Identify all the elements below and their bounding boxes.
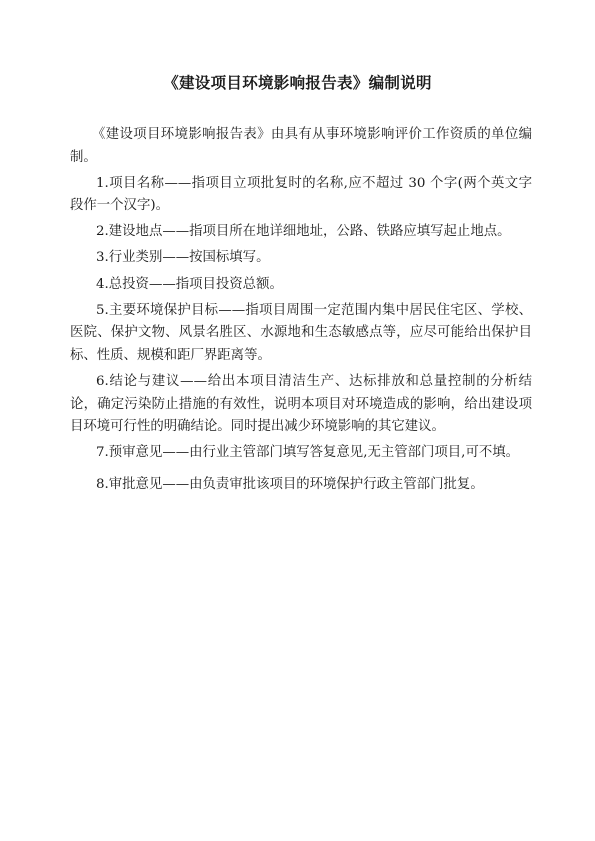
item-approval: 8.审批意见——由负责审批该项目的环境保护行政主管部门批复。 — [96, 476, 484, 492]
item-conclusions: 6.结论与建议——给出本项目清洁生产、达标排放和总量控制的分析结论，确定污染防止措施的有效性，说明本项目对环境造成的影响，给出建设项目环境可行性的明确结论。同时提出减少环境影响的其它建议。 — [70, 373, 532, 435]
item-project-name: 1.项目名称——指项目立项批复时的名称,应不超过 30 个字(两个英文字段作一个汉字)。 — [70, 175, 532, 214]
item-pre-review: 7.预审意见——由行业主管部门填写答复意见,无主管部门项目,可不填。 — [96, 445, 520, 461]
item-industry-category: 3.行业类别——按国标填写。 — [96, 250, 270, 266]
document-body — [70, 124, 532, 500]
document-title: 《建设项目环境影响报告表》编制说明 — [163, 74, 432, 92]
item-protection-targets: 5.主要环境保护目标——指项目周围一定范围内集中居民住宅区、学校、医院、保护文物、风景名胜区、水源地和生态敏感点等，应尽可能给出保护目标、性质、规模和距厂界距离等。 — [70, 302, 532, 363]
item-construction-site: 2.建设地点——指项目所在地详细地址，公路、铁路应填写起止地点。 — [96, 224, 511, 240]
item-total-investment: 4.总投资——指项目投资总额。 — [96, 276, 283, 292]
intro-paragraph: 《建设项目环境影响报告表》由具有从事环境影响评价工作资质的单位编制。 — [70, 127, 532, 165]
